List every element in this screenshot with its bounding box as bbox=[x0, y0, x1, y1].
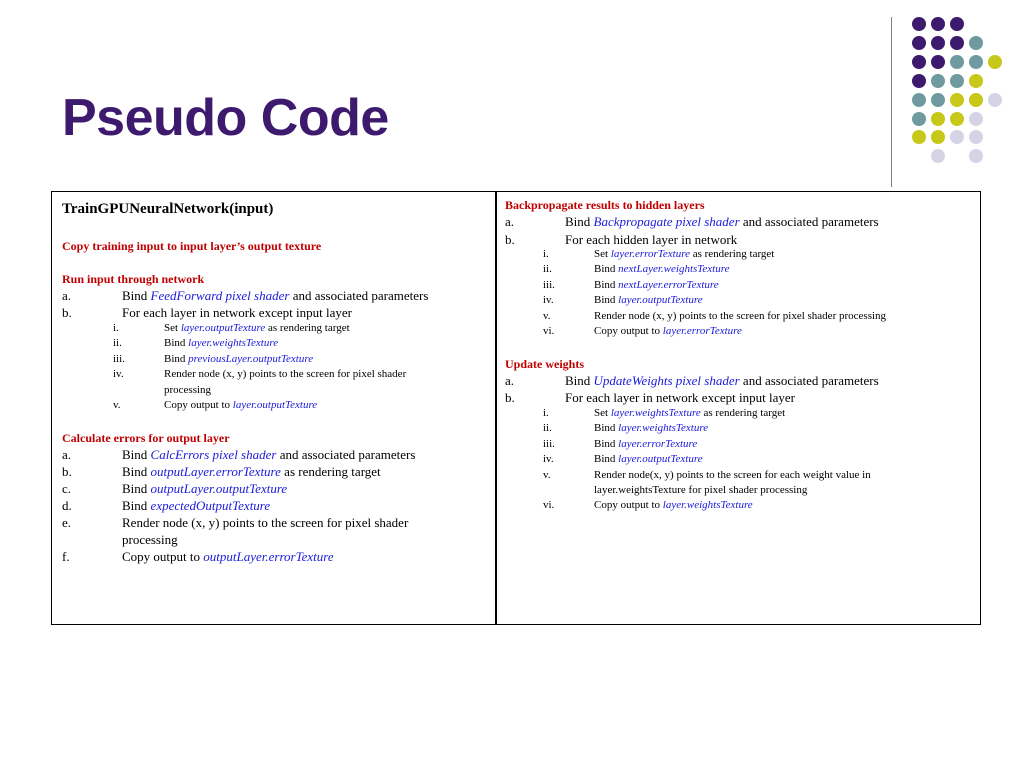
text: Set bbox=[594, 248, 611, 260]
code-reference: nextLayer.errorTexture bbox=[618, 278, 719, 291]
text: layer.weightsTexture for pixel shader processing bbox=[594, 484, 808, 496]
code-reference: expectedOutputTexture bbox=[150, 498, 271, 513]
list-item-text bbox=[594, 453, 703, 465]
code-reference: FeedForward pixel shader bbox=[150, 288, 290, 303]
decorative-dot bbox=[912, 74, 926, 88]
text: Render node (x, y) points to the screen for pixel shader bbox=[164, 368, 407, 381]
section-heading-run-input: Run input through network bbox=[62, 272, 205, 286]
decorative-dot bbox=[931, 74, 945, 88]
section-heading-copy-input: Copy training input to input layer’s output texture bbox=[62, 239, 322, 253]
list-marker: iv. bbox=[113, 368, 124, 381]
decorative-dot bbox=[931, 130, 945, 144]
text: Bind bbox=[594, 278, 619, 291]
list-marker: iii. bbox=[543, 278, 555, 291]
text: processing bbox=[122, 532, 178, 547]
list-item-text bbox=[594, 438, 697, 450]
text: For each layer in network except input layer bbox=[122, 305, 352, 320]
decorative-dot bbox=[988, 55, 1002, 69]
code-reference: nextLayer.weightsTexture bbox=[618, 263, 730, 276]
list-marker: b. bbox=[505, 390, 515, 405]
list-item-text bbox=[594, 484, 807, 496]
list-marker: c. bbox=[62, 481, 72, 496]
list-item-text bbox=[565, 373, 879, 389]
list-item-text bbox=[164, 353, 313, 365]
decorative-dot bbox=[988, 93, 1002, 107]
list-item-text bbox=[594, 325, 742, 337]
list-marker: a. bbox=[505, 214, 515, 229]
code-reference: layer.weightsTexture bbox=[188, 337, 279, 350]
list-item-text bbox=[164, 337, 278, 349]
text: and associated parameters bbox=[739, 214, 879, 229]
list-marker: a. bbox=[62, 288, 72, 303]
list-item-text bbox=[122, 515, 408, 531]
text: as rendering target bbox=[689, 248, 775, 260]
list-item-text bbox=[594, 248, 774, 260]
text: Render node(x, y) points to the screen for each weight value in bbox=[594, 468, 871, 481]
decorative-dot bbox=[969, 112, 983, 126]
code-reference: layer.errorTexture bbox=[618, 437, 698, 450]
list-marker: v. bbox=[543, 468, 551, 481]
text: For each hidden layer in network bbox=[565, 231, 738, 247]
list-marker: iii. bbox=[113, 352, 125, 365]
list-item-text bbox=[594, 499, 753, 511]
text: Bind bbox=[594, 453, 619, 466]
text: Bind bbox=[565, 373, 594, 388]
text: and associated parameters bbox=[276, 447, 416, 462]
text: Render node (x, y) points to the screen for pixel shader processing bbox=[594, 309, 887, 322]
text: Bind bbox=[164, 352, 189, 365]
decorative-dot bbox=[912, 130, 926, 144]
pseudo-code-table bbox=[51, 191, 981, 625]
code-reference: UpdateWeights pixel shader bbox=[593, 373, 740, 388]
decorative-divider-line bbox=[891, 17, 892, 187]
list-item-text bbox=[122, 288, 428, 304]
code-reference: Backpropagate pixel shader bbox=[593, 214, 740, 229]
text: Bind bbox=[122, 288, 151, 303]
text: Bind bbox=[594, 294, 619, 307]
decorative-dot bbox=[969, 36, 983, 50]
list-marker: ii. bbox=[113, 337, 122, 350]
text: Bind bbox=[594, 422, 619, 435]
decorative-dot bbox=[912, 112, 926, 126]
decorative-dot bbox=[950, 112, 964, 126]
list-marker: v. bbox=[113, 399, 121, 411]
column-divider bbox=[495, 192, 497, 624]
decorative-dot bbox=[950, 17, 964, 31]
list-item-text bbox=[594, 469, 871, 481]
text: Bind bbox=[122, 481, 151, 496]
list-item-text bbox=[565, 390, 795, 406]
text: Bind bbox=[122, 464, 151, 479]
list-marker: e. bbox=[62, 515, 72, 530]
code-reference: outputLayer.errorTexture bbox=[203, 549, 334, 564]
list-marker: vi. bbox=[543, 325, 555, 337]
list-item-text bbox=[594, 263, 729, 275]
decorative-dot bbox=[950, 93, 964, 107]
list-marker: i. bbox=[113, 322, 119, 334]
text: Copy output to bbox=[122, 549, 204, 564]
text: Bind bbox=[594, 437, 619, 450]
list-item-text bbox=[122, 549, 334, 565]
decorative-dot bbox=[950, 55, 964, 69]
list-marker: i. bbox=[543, 248, 549, 260]
section-heading-backpropagate: Backpropagate results to hidden layers bbox=[505, 198, 705, 212]
decorative-dot bbox=[950, 130, 964, 144]
list-marker: iv. bbox=[543, 453, 554, 466]
list-marker: a. bbox=[505, 373, 515, 388]
code-reference: layer.weightsTexture bbox=[610, 407, 701, 419]
text: Set bbox=[164, 322, 181, 334]
list-marker: v. bbox=[543, 309, 551, 322]
list-item-text bbox=[565, 214, 879, 230]
decorative-dot bbox=[931, 93, 945, 107]
code-reference: outputLayer.outputTexture bbox=[150, 481, 288, 496]
section-heading-update-weights: Update weights bbox=[505, 357, 585, 371]
text: Bind bbox=[594, 263, 619, 276]
code-reference: layer.outputTexture bbox=[180, 322, 266, 334]
text: Bind bbox=[122, 447, 151, 462]
slide-title: Pseudo Code bbox=[62, 89, 389, 147]
text: processing bbox=[164, 383, 212, 396]
text: For each layer in network except input layer bbox=[565, 390, 795, 405]
list-item-text bbox=[122, 481, 287, 497]
code-reference: layer.errorTexture bbox=[662, 325, 742, 337]
list-marker: ii. bbox=[543, 263, 552, 276]
list-marker: b. bbox=[62, 464, 72, 479]
list-marker: b. bbox=[505, 231, 515, 247]
decorative-dot bbox=[931, 36, 945, 50]
list-marker: b. bbox=[62, 305, 72, 320]
code-reference: previousLayer.outputTexture bbox=[188, 352, 314, 365]
list-marker: i. bbox=[543, 407, 549, 419]
decorative-dot bbox=[969, 93, 983, 107]
code-reference: CalcErrors pixel shader bbox=[150, 447, 277, 462]
text: and associated parameters bbox=[739, 373, 879, 388]
decorative-dot bbox=[931, 17, 945, 31]
decorative-dot bbox=[969, 55, 983, 69]
list-marker: iii. bbox=[543, 437, 555, 450]
decorative-dot bbox=[950, 36, 964, 50]
text: as rendering target bbox=[700, 407, 786, 419]
text: as rendering target bbox=[265, 322, 350, 334]
list-item-text bbox=[594, 407, 785, 419]
list-marker: ii. bbox=[543, 422, 552, 435]
code-reference: layer.errorTexture bbox=[610, 248, 690, 260]
list-item-text bbox=[122, 498, 270, 514]
list-marker: vi. bbox=[543, 499, 555, 512]
function-name: TrainGPUNeuralNetwork(input) bbox=[62, 201, 274, 217]
code-reference: layer.weightsTexture bbox=[618, 422, 709, 435]
list-marker: a. bbox=[62, 447, 72, 462]
code-reference: layer.weightsTexture bbox=[662, 499, 753, 512]
list-item-text bbox=[164, 322, 350, 334]
list-item-text bbox=[594, 279, 719, 291]
decorative-dot bbox=[969, 74, 983, 88]
list-marker: f. bbox=[62, 549, 70, 564]
decorative-dot bbox=[931, 112, 945, 126]
text: Copy output to bbox=[594, 499, 663, 512]
text: Set bbox=[594, 407, 611, 419]
text: Bind bbox=[164, 337, 189, 350]
list-item-text bbox=[594, 422, 708, 434]
list-item-text bbox=[164, 368, 406, 380]
text: and associated parameters bbox=[289, 288, 429, 303]
list-item-text bbox=[122, 464, 381, 480]
list-item-text bbox=[164, 384, 211, 396]
list-marker: iv. bbox=[543, 294, 554, 307]
code-reference: layer.outputTexture bbox=[618, 453, 703, 466]
code-reference: layer.outputTexture bbox=[618, 294, 703, 307]
list-marker: d. bbox=[62, 498, 72, 513]
decorative-dot bbox=[950, 74, 964, 88]
text: Bind bbox=[122, 498, 151, 513]
decorative-dot bbox=[912, 55, 926, 69]
list-item-text bbox=[122, 447, 415, 463]
text: as rendering target bbox=[280, 464, 381, 479]
decorative-dot bbox=[931, 55, 945, 69]
decorative-dot bbox=[912, 36, 926, 50]
list-item-text bbox=[164, 399, 317, 411]
text: Copy output to bbox=[594, 325, 663, 337]
list-item-text bbox=[565, 232, 737, 248]
list-item-text bbox=[594, 310, 886, 322]
code-reference: outputLayer.errorTexture bbox=[150, 464, 281, 479]
code-reference: layer.outputTexture bbox=[232, 399, 318, 411]
text: Render node (x, y) points to the screen for pixel shader bbox=[122, 515, 409, 530]
decorative-dot bbox=[969, 149, 983, 163]
decorative-dot bbox=[931, 149, 945, 163]
section-heading-calc-errors: Calculate errors for output layer bbox=[62, 431, 230, 445]
decorative-dot bbox=[969, 130, 983, 144]
list-item-text bbox=[122, 532, 178, 548]
text: Bind bbox=[565, 214, 594, 229]
list-item-text bbox=[122, 305, 352, 321]
decorative-dot bbox=[912, 17, 926, 31]
list-item-text bbox=[594, 294, 703, 306]
text: Copy output to bbox=[164, 399, 233, 411]
decorative-dot bbox=[912, 93, 926, 107]
